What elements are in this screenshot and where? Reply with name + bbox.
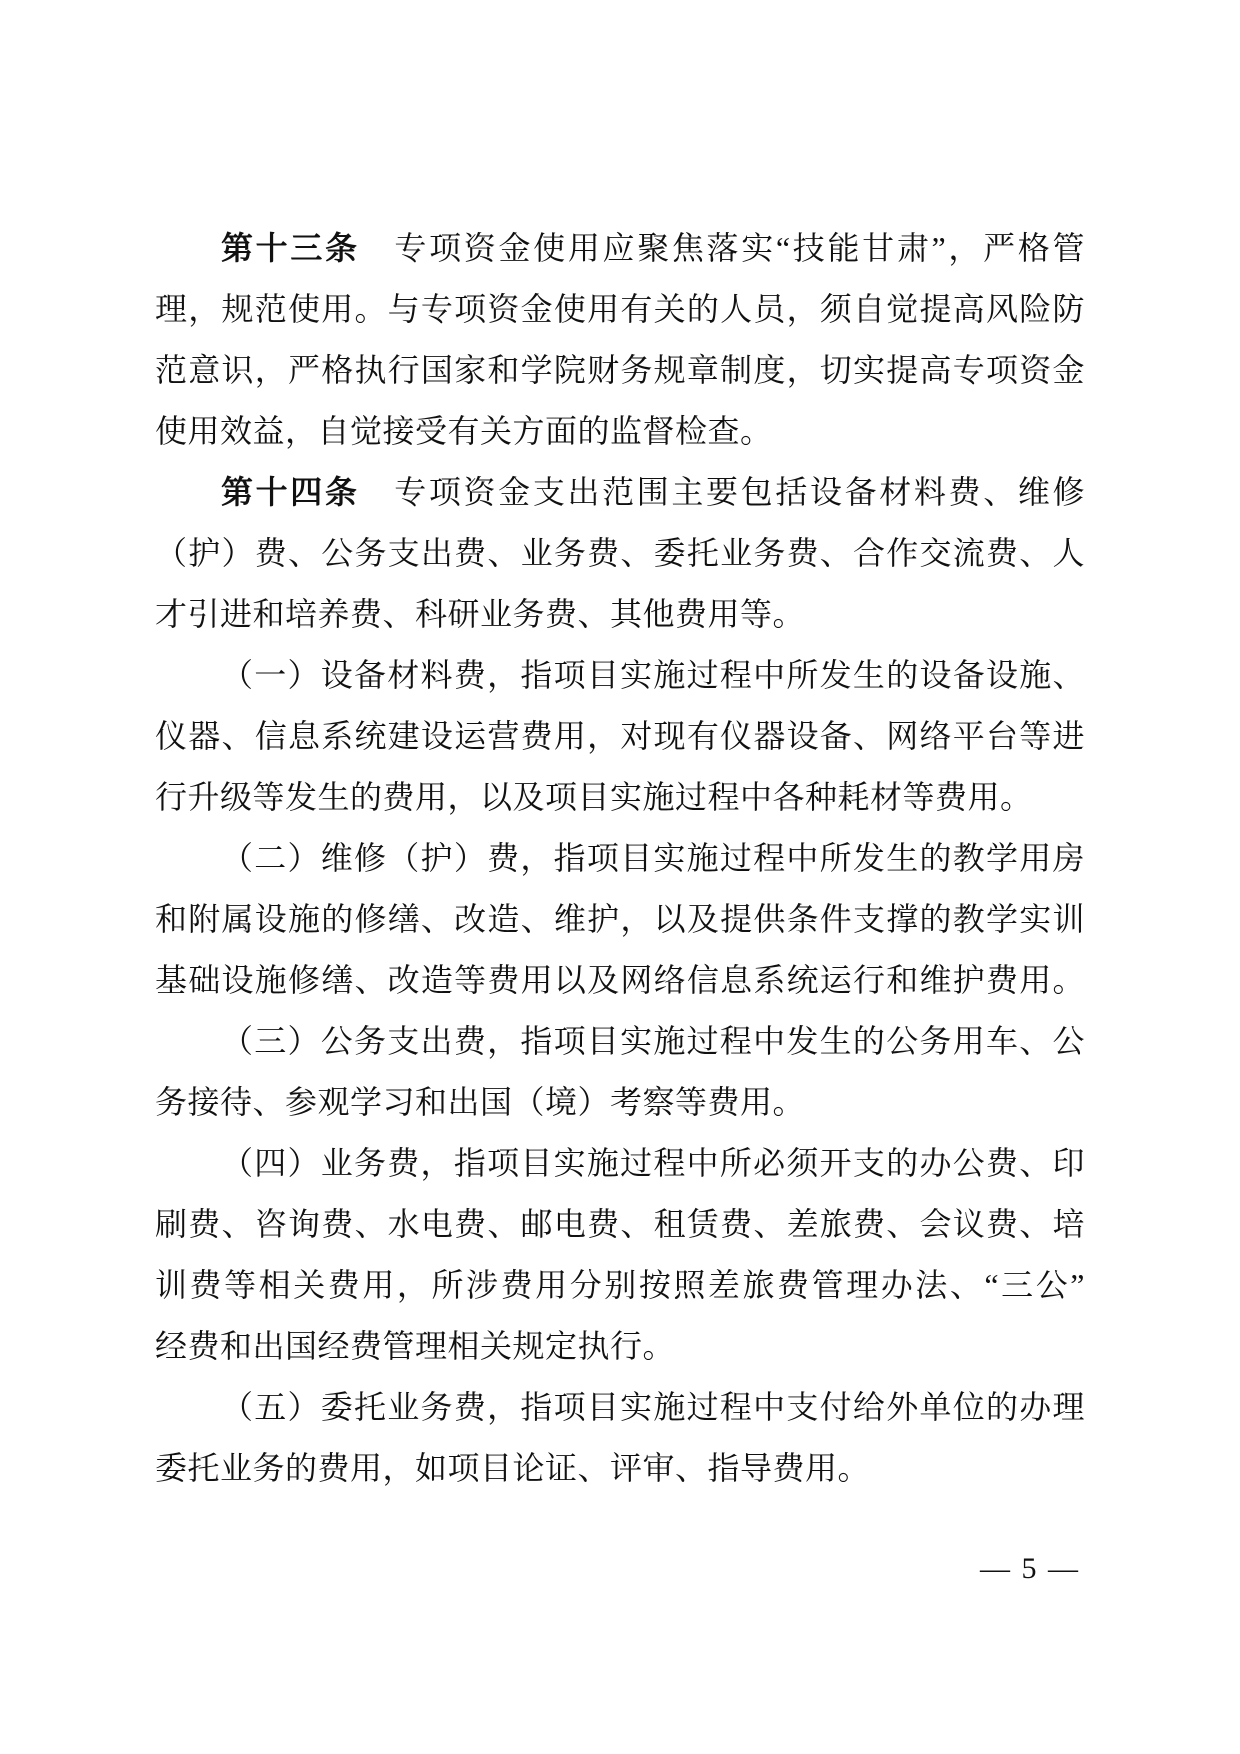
document-body xyxy=(155,218,1085,1499)
text-run: 专项资金使用应聚焦落实“技能甘肃”，严格管 xyxy=(359,230,1085,266)
text-line xyxy=(155,462,1085,523)
text-line xyxy=(155,1194,1085,1255)
text-run: （五）委托业务费，指项目实施过程中支付给外单位的办理 xyxy=(221,1389,1085,1425)
text-run: 刷费、咨询费、水电费、邮电费、租赁费、差旅费、会议费、培 xyxy=(155,1206,1085,1242)
text-run: 基础设施修缮、改造等费用以及网络信息系统运行和维护费用。 xyxy=(155,962,1085,998)
text-line xyxy=(155,1133,1085,1194)
text-run: 专项资金支出范围主要包括设备材料费、维修 xyxy=(359,474,1085,510)
text-line xyxy=(155,828,1085,889)
text-run: 才引进和培养费、科研业务费、其他费用等。 xyxy=(155,596,806,632)
text-run: 训费等相关费用，所涉费用分别按照差旅费管理办法、“三公” xyxy=(155,1267,1085,1303)
text-line xyxy=(155,950,1085,1011)
text-run: 务接待、参观学习和出国（境）考察等费用。 xyxy=(155,1084,806,1120)
article-heading: 第十四条 xyxy=(221,474,360,510)
text-line xyxy=(155,1011,1085,1072)
page-number: — 5 — xyxy=(980,1552,1080,1585)
text-line xyxy=(155,767,1085,828)
text-line xyxy=(155,523,1085,584)
text-line xyxy=(155,584,1085,645)
text-run: 使用效益，自觉接受有关方面的监督检查。 xyxy=(155,413,773,449)
text-run: 委托业务的费用，如项目论证、评审、指导费用。 xyxy=(155,1450,871,1486)
text-line xyxy=(155,279,1085,340)
text-run: （二）维修（护）费，指项目实施过程中所发生的教学用房 xyxy=(221,840,1085,876)
text-line xyxy=(155,706,1085,767)
text-run: 仪器、信息系统建设运营费用，对现有仪器设备、网络平台等进 xyxy=(155,718,1085,754)
text-run: 范意识，严格执行国家和学院财务规章制度，切实提高专项资金 xyxy=(155,352,1085,388)
text-line xyxy=(155,1255,1085,1316)
text-line xyxy=(155,401,1085,462)
text-run: 行升级等发生的费用，以及项目实施过程中各种耗材等费用。 xyxy=(155,779,1033,815)
text-run: （三）公务支出费，指项目实施过程中发生的公务用车、公 xyxy=(221,1023,1085,1059)
text-line xyxy=(155,340,1085,401)
text-run: 经费和出国经费管理相关规定执行。 xyxy=(155,1328,676,1364)
article-heading: 第十三条 xyxy=(221,230,360,266)
text-run: （一）设备材料费，指项目实施过程中所发生的设备设施、 xyxy=(221,657,1085,693)
text-run: 理，规范使用。与专项资金使用有关的人员，须自觉提高风险防 xyxy=(155,291,1085,327)
text-run: （四）业务费，指项目实施过程中所必须开支的办公费、印 xyxy=(221,1145,1085,1181)
text-run: 和附属设施的修缮、改造、维护，以及提供条件支撑的教学实训 xyxy=(155,901,1085,937)
text-line xyxy=(155,1377,1085,1438)
text-line xyxy=(155,1438,1085,1499)
text-line xyxy=(155,1072,1085,1133)
text-run: （护）费、公务支出费、业务费、委托业务费、合作交流费、人 xyxy=(155,535,1085,571)
text-line xyxy=(155,645,1085,706)
text-line xyxy=(155,889,1085,950)
text-line xyxy=(155,218,1085,279)
text-line xyxy=(155,1316,1085,1377)
